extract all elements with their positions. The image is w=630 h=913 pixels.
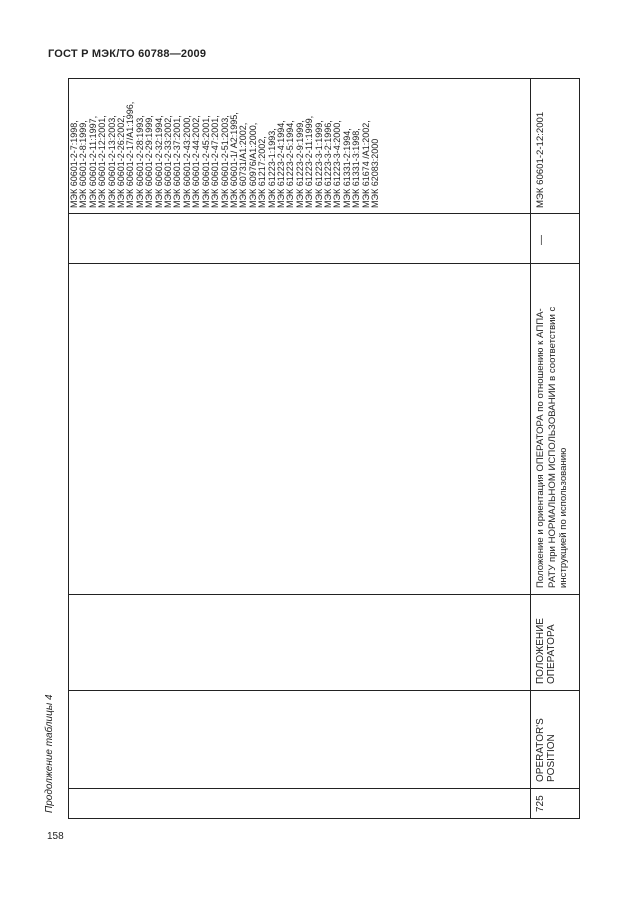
list-item: МЭК 60601-2-8:1999, [78, 120, 89, 208]
list-item: МЭК 61223-3-2:1996, [322, 120, 333, 208]
list-item: МЭК 61223-2-11:1999, [304, 115, 315, 208]
definition [535, 307, 570, 588]
table-divider-dash-definition [68, 263, 580, 264]
list-item: МЭК 60601-2-37:2001, [172, 115, 183, 208]
list-item: МЭК 62083:2000 [370, 138, 380, 208]
list-item: МЭК 60601-2-33:2002, [163, 115, 174, 208]
list-item: МЭК 60601-2-32:1994, [153, 115, 164, 208]
page-number: 158 [47, 831, 64, 842]
list-item: МЭК 60601-1/ А2:1995, [228, 112, 239, 208]
dash-cell: — [536, 235, 547, 245]
list-item: МЭК 61331-3:1998, [351, 128, 362, 208]
table-divider-source-dash [68, 213, 580, 214]
list-item: МЭК 60601-2-26:2002, [116, 115, 127, 208]
list-item: МЭК 60601-2-43:2000, [181, 115, 192, 208]
table-continuation-caption: Продолжение таблицы 4 [44, 694, 55, 813]
table-border-bottom [68, 818, 580, 819]
english-term-line: OPERATOR'S [535, 718, 546, 782]
definition-line: Положение и ориентация ОПЕРАТОРА по отношению к АППА- [535, 308, 546, 588]
list-item: МЭК 60601-2-11:1997, [87, 115, 98, 208]
list-item: МЭК 60731/А1:2002, [238, 122, 249, 208]
list-item: МЭК 61331-2:1994, [341, 128, 352, 208]
row-number: 725 [535, 795, 546, 812]
russian-term-line: ПОЛОЖЕНИЕ [535, 618, 546, 684]
english-term [535, 718, 557, 782]
table-divider-en-number [68, 788, 580, 789]
list-item: МЭК 60601-2-51:2003, [219, 115, 230, 208]
previous-row-sources [70, 102, 380, 208]
list-item: МЭК 60601-2-13:2003, [106, 115, 117, 208]
list-item: МЭК 60601-2-47:2001, [210, 115, 221, 208]
definition-line: инструкцией по использованию [558, 447, 569, 588]
list-item: МЭК 60601-2-28:1993, [134, 115, 145, 208]
list-item: МЭК 61223-2-4:1994, [275, 120, 286, 208]
list-item: МЭК 60601-2-7:1998, [69, 120, 79, 208]
table-row-divider [530, 78, 531, 819]
table-border-top [68, 78, 580, 79]
list-item: МЭК 60601-2-45:2001, [200, 115, 211, 208]
list-item: МЭК 60601-2-12:2001, [97, 115, 108, 208]
english-term-line: POSITION [546, 734, 557, 782]
list-item: МЭК 61223-2-9:1999, [294, 120, 305, 208]
russian-term-line: ОПЕРАТОРА [546, 624, 557, 684]
table-divider-definition-ru [68, 594, 580, 595]
list-item: МЭК 61223-3-4:2000, [332, 120, 343, 208]
table-divider-ru-en [68, 690, 580, 691]
russian-term [535, 618, 557, 684]
definition-line: РАТУ при НОРМАЛЬНОМ ИСПОЛЬЗОВАНИИ в соответствии с [546, 306, 558, 588]
list-item: МЭК 60601-2-44:2002, [191, 115, 202, 208]
list-item: МЭК 61223-2-5:1994, [285, 120, 296, 208]
list-item: МЭК 61223-1:1993, [266, 128, 277, 208]
list-item: МЭК 61223-3-1:1999, [313, 120, 324, 208]
document-header: ГОСТ Р МЭК/ТО 60788—2009 [48, 48, 207, 60]
source-standard: МЭК 60601-2-12:2001 [535, 111, 546, 208]
list-item: МЭК 60976/А1:2000, [247, 122, 258, 208]
list-item: МЭК 61674 /А1:2002, [360, 120, 371, 208]
list-item: МЭК 60601-2-29:1999, [144, 115, 155, 208]
list-item: МЭК 60601-2-17/А1:1996, [125, 101, 136, 208]
list-item: МЭК 61217:2002, [257, 136, 268, 208]
table-border-right [579, 78, 580, 819]
